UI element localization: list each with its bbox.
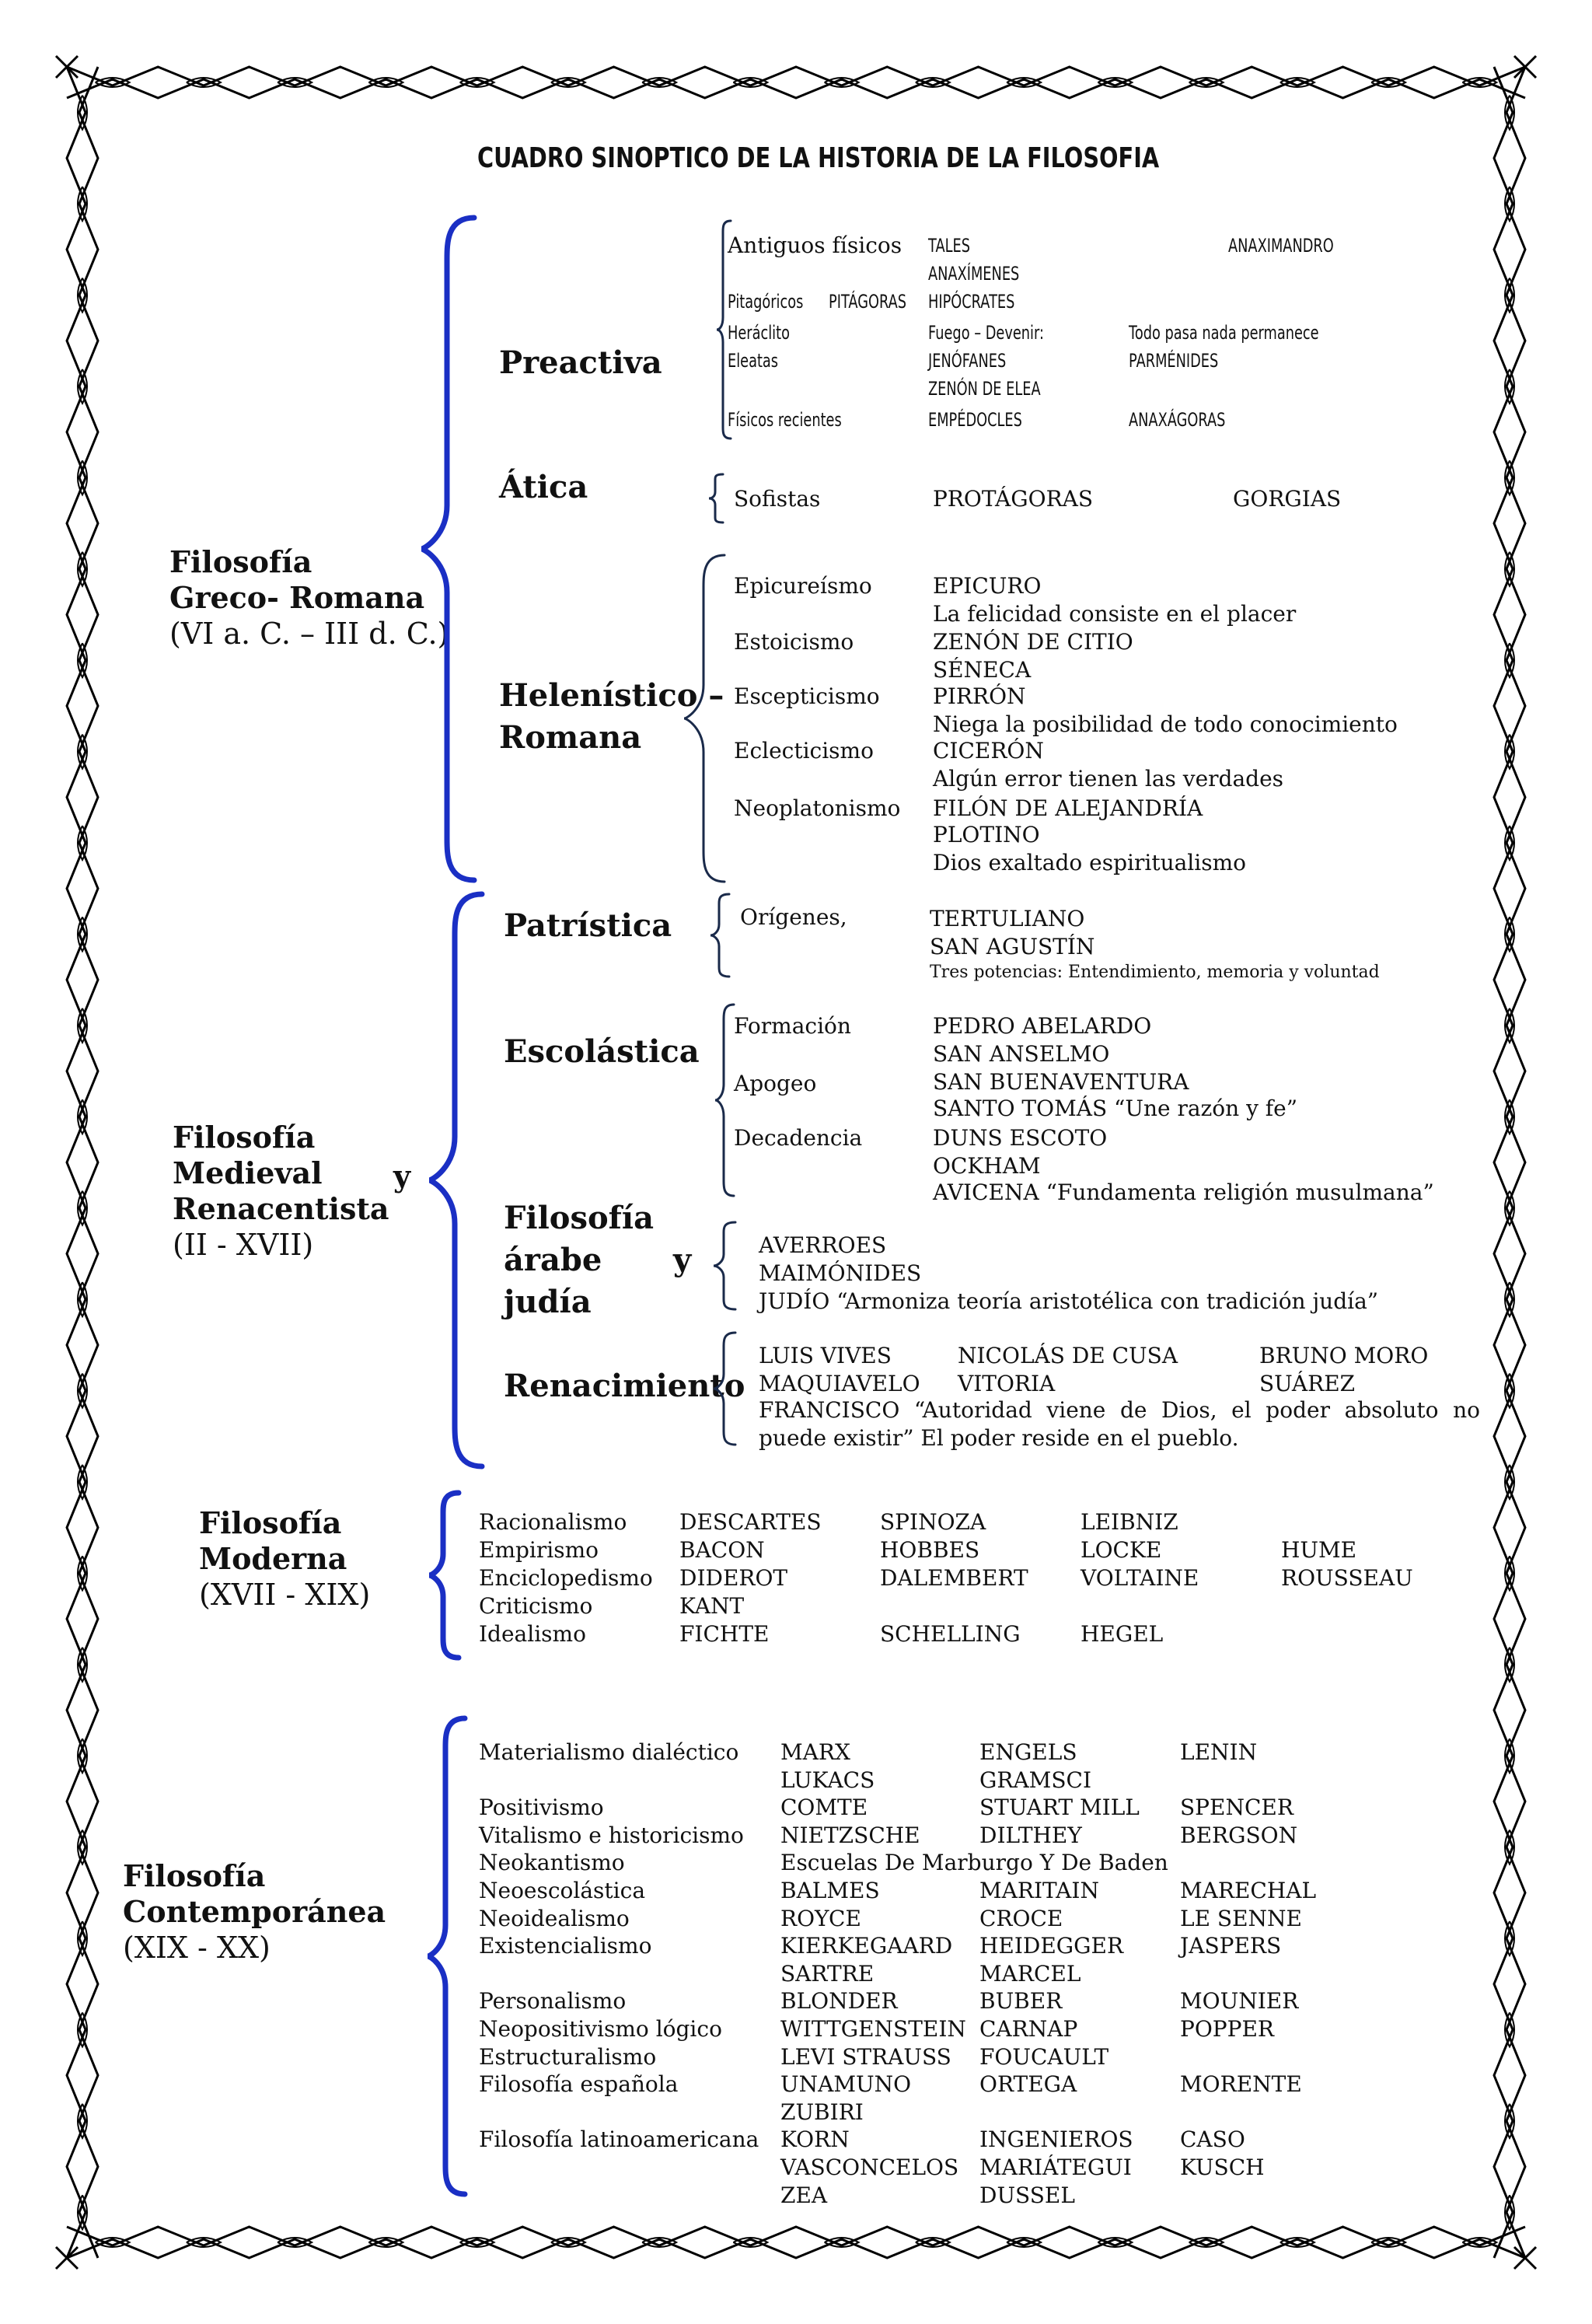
name-nicolas-de-cusa: NICOLÁS DE CUSA (958, 1343, 1178, 1368)
contemporanea-philosopher: LUKACS (780, 1767, 875, 1793)
moderna-philosopher: ROUSSEAU (1281, 1565, 1413, 1591)
moderna-philosopher: KANT (679, 1593, 745, 1619)
moderna-school: Racionalismo (479, 1509, 627, 1535)
text-todo-pasa: Todo pasa nada permanece (1129, 322, 1319, 344)
contemporanea-philosopher: BLONDER (780, 1988, 898, 2014)
school-eclecticismo: Eclecticismo (734, 738, 874, 764)
name-pitagoras: PITÁGORAS (829, 291, 907, 313)
brace-greco-romana (420, 216, 482, 882)
escolastica-line: SAN BUENAVENTURA (933, 1069, 1189, 1095)
helenistica-line: Niega la posibilidad de todo conocimiento (933, 711, 1398, 737)
school-decadencia: Decadencia (734, 1125, 863, 1151)
name-maquiavelo: MAQUIAVELO (759, 1371, 920, 1396)
contemporanea-philosopher: INGENIEROS (979, 2127, 1133, 2152)
label-eleatas: Eleatas (728, 350, 779, 372)
name-anaxagoras: ANAXÁGORAS (1129, 409, 1226, 431)
moderna-philosopher: HOBBES (880, 1537, 980, 1563)
moderna-philosopher: VOLTAINE (1081, 1565, 1199, 1591)
school-estoicismo: Estoicismo (734, 629, 854, 655)
contemporanea-philosopher: ROYCE (780, 1906, 861, 1931)
moderna-school: Enciclopedismo (479, 1565, 653, 1591)
contemporanea-philosopher: CROCE (979, 1906, 1063, 1931)
contemporanea-philosopher: DUSSEL (979, 2182, 1075, 2208)
contemporanea-philosopher: NIETZSCHE (780, 1823, 920, 1848)
school-formacion: Formación (734, 1013, 851, 1039)
contemporanea-philosopher: LE SENNE (1180, 1906, 1302, 1931)
section-patristica: Patrística (504, 907, 672, 944)
brace-arabe (712, 1221, 738, 1311)
contemporanea-philosopher: MORENTE (1180, 2071, 1302, 2097)
contemporanea-philosopher: MARECHAL (1180, 1878, 1317, 1903)
contemporanea-philosopher: MARX (780, 1739, 850, 1765)
moderna-philosopher: SPINOZA (880, 1509, 986, 1535)
helenistica-line: EPICURO (933, 573, 1042, 599)
label-origenes: Orígenes, (740, 904, 847, 930)
moderna-philosopher: SCHELLING (880, 1621, 1021, 1647)
brace-contemporanea (426, 1717, 473, 2196)
contemporanea-philosopher: POPPER (1180, 2016, 1274, 2042)
contemporanea-school: Neokantismo (479, 1850, 625, 1875)
contemporanea-philosopher: BUBER (979, 1988, 1063, 2014)
label-heraclito: Heráclito (728, 322, 790, 344)
contemporanea-school: Neoidealismo (479, 1906, 630, 1931)
text-francisco: FRANCISCO “Autoridad viene de Dios, el poder absoluto no puede existir” El poder reside en el pueblo. (759, 1397, 1480, 1451)
section-helenistica: Helenístico – Romana (499, 677, 724, 756)
name-suarez: SUÁREZ (1259, 1371, 1356, 1396)
contemporanea-philosopher: SPENCER (1180, 1795, 1294, 1820)
name-san-agustin: SAN AGUSTÍN (930, 934, 1095, 959)
brace-moderna (428, 1491, 466, 1659)
arabe-line: JUDÍO “Armoniza teoría aristotélica con tradición judía” (759, 1288, 1379, 1314)
brace-atica (707, 473, 726, 524)
moderna-philosopher: LEIBNIZ (1081, 1509, 1178, 1535)
label-antiguos-fisicos: Antiguos físicos (728, 232, 902, 258)
text-tres-potencias: Tres potencias: Entendimiento, memoria y voluntad (930, 963, 1380, 982)
brace-patristica (709, 893, 732, 978)
contemporanea-school: Estructuralismo (479, 2044, 657, 2070)
contemporanea-philosopher: LEVI STRAUSS (780, 2044, 951, 2070)
school-apogeo: Apogeo (734, 1071, 817, 1096)
contemporanea-philosopher: ORTEGA (979, 2071, 1077, 2097)
helenistica-line: Dios exaltado espiritualismo (933, 850, 1246, 875)
school-escepticismo: Escepticismo (734, 683, 880, 709)
section-escolastica: Escolástica (504, 1033, 700, 1070)
escolastica-line: AVICENA “Fundamenta religión musulmana” (933, 1179, 1434, 1205)
contemporanea-philosopher: ZEA (780, 2182, 828, 2208)
moderna-philosopher: LOCKE (1081, 1537, 1162, 1563)
section-arabe-conjunction: y (673, 1242, 692, 1278)
contemporanea-school: Personalismo (479, 1988, 627, 2014)
contemporanea-school: Filosofía española (479, 2071, 679, 2097)
contemporanea-philosopher: VASCONCELOS (780, 2155, 959, 2180)
name-zenon-elea: ZENÓN DE ELEA (928, 378, 1041, 400)
era-medieval-conjunction: y (393, 1159, 411, 1193)
contemporanea-school: Materialismo dialéctico (479, 1739, 739, 1765)
helenistica-line: PLOTINO (933, 822, 1040, 847)
escolastica-line: PEDRO ABELARDO (933, 1013, 1152, 1039)
contemporanea-philosopher: MARITAIN (979, 1878, 1099, 1903)
name-luis-vives: LUIS VIVES (759, 1343, 892, 1368)
contemporanea-philosopher: FOUCAULT (979, 2044, 1109, 2070)
contemporanea-philosopher: HEIDEGGER (979, 1933, 1124, 1959)
helenistica-line: ZENÓN DE CITIO (933, 629, 1133, 655)
name-bruno-moro: BRUNO MORO (1259, 1343, 1429, 1368)
arabe-line: MAIMÓNIDES (759, 1260, 922, 1286)
contemporanea-school: Vitalismo e historicismo (479, 1823, 744, 1848)
section-preactiva: Preactiva (499, 344, 662, 381)
helenistica-line: Algún error tienen las verdades (933, 766, 1284, 792)
helenistica-line: La felicidad consiste en el placer (933, 601, 1297, 627)
contemporanea-school: Neopositivismo lógico (479, 2016, 722, 2042)
era-moderna: Filosofía Moderna (XVII - XIX) (199, 1505, 371, 1612)
contemporanea-philosopher: MOUNIER (1180, 1988, 1299, 2014)
brace-helenistica (683, 554, 731, 883)
escolastica-line: OCKHAM (933, 1153, 1041, 1179)
contemporanea-philosopher: LENIN (1180, 1739, 1258, 1765)
moderna-school: Empirismo (479, 1537, 599, 1563)
section-filosofia-arabe: Filosofía árabe judía (504, 1200, 654, 1320)
moderna-philosopher: FICHTE (679, 1621, 770, 1647)
contemporanea-philosopher: DILTHEY (979, 1823, 1082, 1848)
name-protagoras: PROTÁGORAS (933, 486, 1094, 512)
contemporanea-philosopher: UNAMUNO (780, 2071, 912, 2097)
name-hipocrates: HIPÓCRATES (928, 291, 1015, 313)
era-contemporanea: Filosofía Contemporánea (XIX - XX) (123, 1858, 386, 1965)
contemporanea-philosopher: MARIÁTEGUI (979, 2155, 1132, 2180)
arabe-line: AVERROES (759, 1232, 887, 1258)
name-vitoria: VITORIA (958, 1371, 1056, 1396)
moderna-philosopher: DALEMBERT (880, 1565, 1028, 1591)
contemporanea-philosopher: Escuelas De Marburgo Y De Baden (780, 1850, 1168, 1875)
contemporanea-philosopher: KORN (780, 2127, 850, 2152)
contemporanea-philosopher: WITTGENSTEIN (780, 2016, 966, 2042)
contemporanea-school: Filosofía latinoamericana (479, 2127, 759, 2152)
contemporanea-philosopher: BALMES (780, 1878, 880, 1903)
name-tertuliano: TERTULIANO (930, 906, 1085, 931)
name-anaximandro: ANAXIMANDRO (1228, 235, 1334, 257)
contemporanea-philosopher: MARCEL (979, 1961, 1081, 1987)
moderna-philosopher: HEGEL (1081, 1621, 1164, 1647)
helenistica-line: CICERÓN (933, 738, 1044, 764)
school-neoplatonismo: Neoplatonismo (734, 795, 901, 821)
brace-medieval (428, 893, 490, 1468)
label-fisicos-recientes: Físicos recientes (728, 409, 842, 431)
name-anaximenes: ANAXÍMENES (928, 263, 1020, 285)
section-atica: Ática (499, 469, 588, 505)
era-greco-romana: Filosofía Greco- Romana (VI a. C. – III d. C.) (169, 544, 449, 651)
contemporanea-philosopher: KIERKEGAARD (780, 1933, 953, 1959)
contemporanea-school: Neoescolástica (479, 1878, 646, 1903)
moderna-philosopher: DIDEROT (679, 1565, 788, 1591)
moderna-school: Criticismo (479, 1593, 593, 1619)
escolastica-line: DUNS ESCOTO (933, 1125, 1108, 1151)
name-gorgias: GORGIAS (1233, 486, 1342, 512)
name-jenofanes: JENÓFANES (928, 350, 1007, 372)
contemporanea-school: Positivismo (479, 1795, 604, 1820)
contemporanea-philosopher: ZUBIRI (780, 2099, 864, 2125)
label-sofistas: Sofistas (734, 486, 821, 512)
contemporanea-philosopher: JASPERS (1180, 1933, 1282, 1959)
contemporanea-philosopher: GRAMSCI (979, 1767, 1092, 1793)
label-pitagoricos: Pitagóricos (728, 291, 804, 313)
contemporanea-philosopher: STUART MILL (979, 1795, 1140, 1820)
contemporanea-philosopher: KUSCH (1180, 2155, 1265, 2180)
section-renacimiento: Renacimiento (504, 1368, 745, 1404)
brace-renacimiento (712, 1331, 738, 1446)
escolastica-line: SAN ANSELMO (933, 1041, 1110, 1067)
name-empedocles: EMPÉDOCLES (928, 409, 1022, 431)
contemporanea-philosopher: COMTE (780, 1795, 868, 1820)
page-title: CUADRO SINOPTICO DE LA HISTORIA DE LA FILOSOFIA (477, 142, 1160, 174)
contemporanea-philosopher: ENGELS (979, 1739, 1077, 1765)
moderna-philosopher: HUME (1281, 1537, 1357, 1563)
helenistica-line: FILÓN DE ALEJANDRÍA (933, 795, 1203, 821)
helenistica-line: PIRRÓN (933, 683, 1026, 709)
contemporanea-philosopher: BERGSON (1180, 1823, 1298, 1848)
school-epicureismo: Epicureísmo (734, 573, 872, 599)
contemporanea-philosopher: CARNAP (979, 2016, 1078, 2042)
contemporanea-philosopher: SARTRE (780, 1961, 875, 1987)
moderna-school: Idealismo (479, 1621, 586, 1647)
text-fuego-devenir: Fuego – Devenir: (928, 322, 1044, 344)
helenistica-line: SÉNECA (933, 657, 1032, 683)
moderna-philosopher: DESCARTES (679, 1509, 822, 1535)
contemporanea-school: Existencialismo (479, 1933, 652, 1959)
moderna-philosopher: BACON (679, 1537, 765, 1563)
name-parmenides: PARMÉNIDES (1129, 350, 1219, 372)
name-tales: TALES (928, 235, 971, 257)
era-medieval-renacentista: Filosofía Medieval Renacentista (II - XVII) (173, 1120, 389, 1262)
escolastica-line: SANTO TOMÁS “Une razón y fe” (933, 1096, 1298, 1121)
contemporanea-philosopher: CASO (1180, 2127, 1245, 2152)
